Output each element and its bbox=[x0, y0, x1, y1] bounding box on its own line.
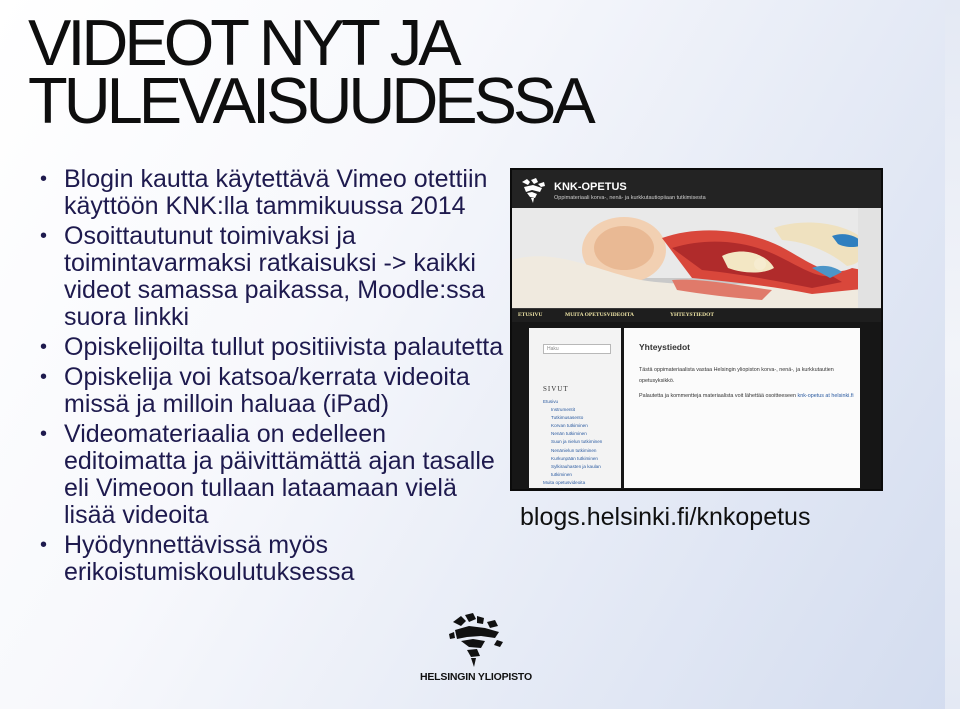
site-search-input[interactable]: Haku bbox=[543, 344, 611, 354]
slide-edge-shade bbox=[945, 0, 960, 709]
sidebar-link[interactable]: Suun ja nielun tutkiminen bbox=[551, 439, 603, 445]
sidebar-link[interactable]: Sylkirauhasten ja kaulan bbox=[551, 463, 601, 469]
site-header bbox=[512, 170, 881, 208]
ear-model-photo bbox=[512, 208, 881, 308]
nav-item-etusivu[interactable]: ETUSIVU bbox=[518, 312, 543, 318]
helsinki-university-name: HELSINGIN YLIOPISTO bbox=[420, 671, 532, 683]
website-screenshot bbox=[510, 168, 883, 491]
sidebar-link[interactable]: Etusivu bbox=[543, 399, 559, 404]
sidebar-link[interactable]: Muita opetusvideoita bbox=[543, 479, 586, 485]
site-content bbox=[624, 328, 860, 488]
bullet-list bbox=[38, 166, 508, 589]
site-body bbox=[512, 322, 881, 491]
sidebar-link[interactable]: tutkiminen bbox=[551, 471, 572, 477]
helsinki-university-emblem-icon bbox=[447, 612, 505, 668]
sidebar-link[interactable]: Nenän tutkiminen bbox=[551, 431, 587, 437]
site-nav bbox=[512, 308, 881, 322]
bullet-item: • Hyödynnettävissä myös erikoistumiskoulutuksessa bbox=[38, 532, 508, 586]
bullet-item: • Osoittautunut toimivaksi ja toimintavarmaksi ratkaisuksi -> kaikki videot samassa paikassa, Moodle:ssa suora linkki bbox=[38, 223, 508, 331]
feedback-email-link[interactable]: knk-opetus at helsinki.fi bbox=[797, 393, 854, 399]
feedback-text: Palautetta ja kommentteja materiaalista voit lähettää osoitteeseen bbox=[639, 393, 798, 399]
nav-item-yhteystiedot[interactable]: YHTEYSTIEDOT bbox=[670, 312, 715, 318]
slide-title-line-1: VIDEOT NYT JA bbox=[28, 6, 458, 79]
sidebar-link[interactable]: Kurkunpään tutkiminen bbox=[551, 455, 598, 461]
slide-title bbox=[28, 6, 592, 137]
sidebar-link[interactable]: Instrumentit bbox=[551, 407, 575, 413]
sidebar-link[interactable]: Nenänielun tutkiminen bbox=[551, 447, 597, 453]
bullet-item: • Blogin kautta käytettävä Vimeo otettiin käyttöön KNK:lla tammikuussa 2014 bbox=[38, 166, 508, 220]
slide-title-line-2: TULEVAISUUDESSA bbox=[28, 64, 592, 137]
sidebar-link[interactable]: Yhteystiedot bbox=[543, 488, 569, 491]
site-title[interactable]: KNK-OPETUS bbox=[554, 181, 627, 193]
bullet-item: • Opiskelija voi katsoa/kerrata videoita missä ja milloin haluaa (iPad) bbox=[38, 364, 508, 418]
content-paragraph-feedback bbox=[639, 391, 854, 402]
blog-url-caption: blogs.helsinki.fi/knkopetus bbox=[520, 503, 811, 531]
sidebar-heading: SIVUT bbox=[543, 385, 569, 393]
sidebar-link[interactable]: Tutkimusasento bbox=[551, 415, 584, 421]
sidebar-links bbox=[543, 398, 602, 491]
content-heading: Yhteystiedot bbox=[639, 342, 691, 352]
content-paragraph: Tästä oppimateriaalista vastaa Helsingin yliopiston korva-, nenä-, ja kurkkutautien opetusyksikkö. bbox=[639, 367, 834, 384]
nav-item-muita-opetusvideoita[interactable]: MUITA OPETUSVIDEOITA bbox=[565, 312, 635, 318]
helsinki-university-logo bbox=[420, 612, 530, 688]
bullet-item: • Opiskelijoilta tullut positiivista palautetta bbox=[38, 334, 508, 361]
site-sidebar bbox=[529, 328, 621, 491]
bullet-item: • Videomateriaalia on edelleen editoimatta ja päivittämättä ajan tasalle eli Vimeoon tullaan lataamaan vielä lisää videoita bbox=[38, 421, 508, 529]
site-subtitle: Oppimateriaali korva-, nenä- ja kurkkutautiopiiaan tutkimisesta bbox=[554, 195, 706, 201]
knk-logo-icon bbox=[518, 176, 548, 204]
sidebar-link[interactable]: Korvan tutkiminen bbox=[551, 423, 588, 429]
